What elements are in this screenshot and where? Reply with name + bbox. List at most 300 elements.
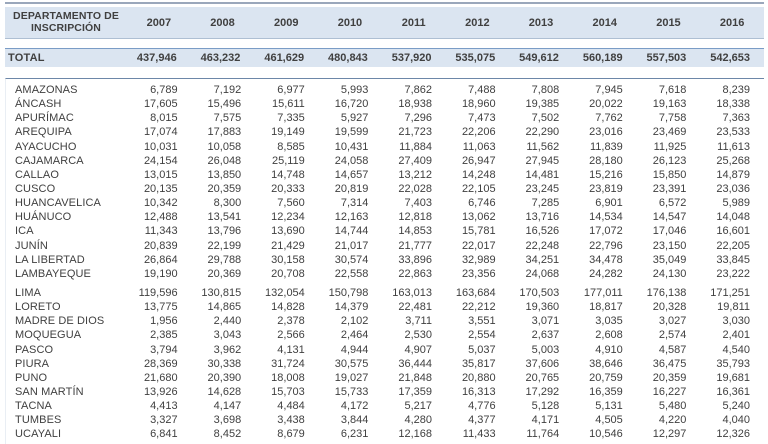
value-cell: 4,776 (468, 400, 496, 413)
department-name-cell: PASCO (15, 343, 54, 356)
value-cell: 13,062 (461, 211, 496, 224)
value-cell: 14,853 (398, 225, 432, 238)
table-row (6, 154, 764, 168)
table-row (6, 267, 764, 281)
value-cell: 5,037 (468, 343, 496, 356)
value-cell: 31,724 (271, 357, 305, 370)
department-name-cell: TACNA (15, 400, 52, 413)
value-cell: 3,043 (213, 329, 242, 342)
value-cell: 2,637 (531, 329, 560, 342)
value-cell: 13,690 (271, 225, 305, 238)
value-cell: 21,017 (334, 239, 369, 252)
value-cell: 3,035 (595, 315, 623, 328)
department-name-cell: ICA (15, 225, 34, 238)
value-cell: 14,534 (589, 211, 623, 224)
value-cell: 26,048 (207, 154, 242, 167)
value-cell: 150,798 (328, 287, 369, 300)
year-column-header: 2010 (337, 16, 363, 29)
value-cell: 11,884 (399, 140, 432, 153)
value-cell: 12,818 (398, 211, 432, 224)
value-cell: 13,015 (143, 168, 178, 181)
value-cell: 11,562 (526, 140, 560, 153)
table-header-row (5, 7, 764, 39)
value-cell: 17,605 (143, 98, 178, 111)
value-cell: 6,841 (150, 428, 178, 441)
value-cell: 30,338 (207, 357, 242, 370)
value-cell: 4,172 (340, 400, 369, 413)
value-cell: 13,212 (398, 168, 432, 181)
department-name-cell: LA LIBERTAD (15, 253, 85, 266)
value-cell: 20,022 (589, 98, 623, 111)
value-cell: 11,343 (144, 225, 178, 238)
value-cell: 163,684 (455, 287, 496, 300)
value-cell: 163,013 (392, 287, 432, 300)
value-cell: 23,819 (589, 183, 623, 196)
value-cell: 17,074 (143, 126, 178, 139)
department-name-cell: APURÍMAC (15, 112, 74, 125)
value-cell: 3,030 (722, 315, 750, 328)
value-cell: 38,646 (589, 357, 623, 370)
value-cell: 3,438 (277, 414, 305, 427)
value-cell: 2,401 (722, 329, 750, 342)
value-cell: 27,409 (398, 154, 432, 167)
value-cell: 17,072 (589, 225, 623, 238)
value-cell: 35,049 (652, 253, 687, 266)
value-cell: 11,925 (653, 140, 687, 153)
value-cell: 14,865 (207, 301, 242, 314)
value-cell: 15,496 (207, 98, 242, 111)
value-cell: 5,993 (340, 84, 369, 97)
table-row (6, 286, 764, 300)
value-cell: 18,960 (461, 98, 496, 111)
value-cell: 171,251 (710, 287, 750, 300)
value-cell: 26,947 (461, 154, 496, 167)
value-cell: 119,596 (138, 287, 178, 300)
value-cell: 7,473 (468, 112, 496, 125)
table-row (6, 83, 764, 97)
value-cell: 34,251 (525, 253, 560, 266)
value-cell: 22,796 (589, 239, 623, 252)
value-cell: 26,864 (143, 253, 178, 266)
value-cell: 2,530 (404, 329, 432, 342)
value-cell: 23,222 (716, 267, 750, 280)
value-cell: 11,433 (462, 428, 496, 441)
value-cell: 22,105 (461, 183, 496, 196)
value-cell: 7,808 (531, 84, 560, 97)
table-row (6, 314, 764, 328)
department-name-cell: AREQUIPA (15, 126, 72, 139)
value-cell: 20,839 (143, 239, 178, 252)
value-cell: 14,657 (334, 168, 369, 181)
value-cell: 24,282 (589, 267, 623, 280)
department-name-cell: PUNO (15, 371, 48, 384)
value-cell: 7,363 (722, 112, 750, 125)
table-row (6, 111, 764, 125)
value-cell: 14,628 (207, 386, 242, 399)
value-cell: 14,744 (334, 225, 369, 238)
value-cell: 2,554 (468, 329, 496, 342)
value-cell: 5,131 (595, 400, 623, 413)
value-cell: 8,585 (277, 140, 305, 153)
value-cell: 23,469 (652, 126, 687, 139)
total-value-cell: 557,503 (646, 52, 687, 64)
value-cell: 4,377 (468, 414, 496, 427)
value-cell: 15,781 (461, 225, 496, 238)
departments-amazonas-lambayeque (6, 83, 764, 281)
value-cell: 24,154 (143, 154, 178, 167)
value-cell: 12,326 (716, 428, 750, 441)
value-cell: 32,989 (461, 253, 496, 266)
column-header-departamento: DEPARTAMENTO DE INSCRIPCIÓN (13, 10, 119, 34)
department-name-cell: MADRE DE DIOS (15, 315, 105, 328)
value-cell: 7,758 (658, 112, 687, 125)
department-name-cell: LAMBAYEQUE (15, 267, 91, 280)
value-cell: 14,879 (716, 168, 750, 181)
value-cell: 10,342 (143, 197, 178, 210)
table-row (6, 140, 764, 154)
value-cell: 14,481 (525, 168, 560, 181)
value-cell: 2,440 (213, 315, 242, 328)
value-cell: 1,956 (150, 315, 178, 328)
value-cell: 20,359 (207, 183, 242, 196)
department-name-cell: CAJAMARCA (15, 154, 84, 167)
total-value-cell: 560,189 (582, 52, 623, 64)
value-cell: 13,796 (207, 225, 242, 238)
value-cell: 2,608 (595, 329, 623, 342)
total-value-cell: 542,653 (710, 52, 750, 64)
value-cell: 17,292 (525, 386, 560, 399)
value-cell: 6,746 (468, 197, 496, 210)
value-cell: 14,248 (461, 168, 496, 181)
value-cell: 2,464 (340, 329, 369, 342)
value-cell: 7,945 (595, 84, 623, 97)
value-cell: 4,484 (277, 400, 305, 413)
department-name-cell: SAN MARTÍN (15, 386, 84, 399)
value-cell: 14,379 (334, 301, 369, 314)
value-cell: 8,452 (213, 428, 242, 441)
value-cell: 6,572 (658, 197, 687, 210)
value-cell: 5,480 (658, 400, 687, 413)
table-row (6, 385, 764, 399)
value-cell: 13,926 (143, 386, 178, 399)
total-value-cell: 437,946 (136, 52, 177, 64)
year-column-header: 2008 (210, 16, 235, 29)
value-cell: 5,927 (340, 112, 369, 125)
value-cell: 11,613 (717, 140, 750, 153)
value-cell: 22,248 (525, 239, 560, 252)
department-name-cell: HUÁNUCO (15, 211, 72, 224)
value-cell: 24,068 (525, 267, 560, 280)
value-cell: 7,502 (531, 112, 560, 125)
value-cell: 19,190 (143, 267, 178, 280)
value-cell: 2,102 (340, 315, 369, 328)
value-cell: 20,328 (652, 301, 687, 314)
value-cell: 13,541 (207, 211, 242, 224)
value-cell: 20,759 (589, 371, 623, 384)
value-cell: 19,599 (334, 126, 369, 139)
value-cell: 8,679 (277, 428, 305, 441)
value-cell: 15,733 (334, 386, 369, 399)
table-row (6, 239, 764, 253)
value-cell: 24,058 (334, 154, 369, 167)
value-cell: 14,748 (271, 168, 305, 181)
value-cell: 3,794 (150, 343, 178, 356)
value-cell: 15,703 (271, 386, 305, 399)
value-cell: 22,481 (398, 301, 432, 314)
value-cell: 5,217 (404, 400, 432, 413)
table-row (6, 413, 764, 427)
value-cell: 10,058 (207, 140, 242, 153)
year-column-header: 2014 (592, 16, 617, 29)
table-row (6, 97, 764, 111)
value-cell: 4,147 (213, 400, 242, 413)
value-cell: 10,546 (589, 428, 623, 441)
value-cell: 29,788 (207, 253, 242, 266)
value-cell: 11,839 (589, 140, 623, 153)
value-cell: 4,280 (404, 414, 432, 427)
value-cell: 20,369 (207, 267, 242, 280)
value-cell: 13,716 (525, 211, 560, 224)
value-cell: 17,046 (652, 225, 687, 238)
year-column-header: 2009 (274, 16, 299, 29)
total-value-cell: 535,075 (455, 52, 496, 64)
table-row (6, 253, 764, 267)
department-name-cell: AYACUCHO (15, 140, 77, 153)
value-cell: 22,206 (461, 126, 496, 139)
value-cell: 16,601 (716, 225, 750, 238)
total-value-cell: 480,843 (328, 52, 368, 64)
value-cell: 3,327 (150, 414, 178, 427)
value-cell: 22,199 (207, 239, 242, 252)
total-value-cell: 549,612 (519, 52, 559, 64)
value-cell: 5,989 (722, 197, 750, 210)
value-cell: 20,765 (525, 371, 560, 384)
department-name-cell: PIURA (15, 357, 50, 370)
value-cell: 4,171 (531, 414, 560, 427)
value-cell: 8,015 (150, 112, 178, 125)
value-cell: 15,611 (271, 98, 305, 111)
value-cell: 12,168 (398, 428, 432, 441)
value-cell: 4,505 (595, 414, 623, 427)
value-cell: 13,775 (143, 301, 178, 314)
value-cell: 5,240 (722, 400, 750, 413)
value-cell: 35,793 (716, 357, 750, 370)
value-cell: 20,135 (143, 183, 178, 196)
value-cell: 10,031 (143, 140, 178, 153)
department-name-cell: JUNÍN (15, 239, 48, 252)
value-cell: 20,880 (461, 371, 496, 384)
value-cell: 18,817 (589, 301, 623, 314)
table-row (6, 371, 764, 385)
table-row (6, 300, 764, 314)
value-cell: 177,011 (583, 287, 623, 300)
value-cell: 20,819 (334, 183, 369, 196)
value-cell: 16,359 (589, 386, 623, 399)
value-cell: 23,150 (652, 239, 687, 252)
value-cell: 21,777 (398, 239, 432, 252)
value-cell: 20,708 (271, 267, 305, 280)
value-cell: 20,390 (207, 371, 242, 384)
department-name-cell: TUMBES (15, 414, 62, 427)
value-cell: 7,403 (404, 197, 432, 210)
table-row (6, 210, 764, 224)
value-cell: 21,723 (398, 126, 432, 139)
value-cell: 18,008 (271, 371, 305, 384)
value-cell: 12,234 (271, 211, 305, 224)
table-row (6, 224, 764, 238)
value-cell: 14,048 (716, 211, 750, 224)
value-cell: 6,231 (340, 428, 369, 441)
value-cell: 19,027 (334, 371, 369, 384)
value-cell: 7,285 (531, 197, 560, 210)
value-cell: 28,369 (143, 357, 178, 370)
value-cell: 7,488 (468, 84, 496, 97)
table-row (6, 125, 764, 139)
value-cell: 4,131 (277, 343, 305, 356)
value-cell: 21,429 (271, 239, 305, 252)
table-row (6, 182, 764, 196)
value-cell: 23,391 (652, 183, 687, 196)
value-cell: 3,962 (213, 343, 242, 356)
total-row-label: TOTAL (8, 52, 45, 64)
value-cell: 4,944 (340, 343, 369, 356)
value-cell: 7,560 (277, 197, 305, 210)
value-cell: 7,192 (213, 84, 242, 97)
value-cell: 7,314 (340, 197, 369, 210)
value-cell: 27,945 (525, 154, 560, 167)
value-cell: 7,575 (213, 112, 242, 125)
value-cell: 2,385 (150, 329, 178, 342)
value-cell: 12,488 (143, 211, 178, 224)
value-cell: 4,907 (404, 343, 432, 356)
value-cell: 16,313 (461, 386, 496, 399)
value-cell: 23,356 (461, 267, 496, 280)
year-column-header: 2016 (719, 16, 745, 29)
value-cell: 36,444 (398, 357, 432, 370)
value-cell: 26,123 (652, 154, 687, 167)
value-cell: 14,828 (271, 301, 305, 314)
value-cell: 33,845 (716, 253, 750, 266)
value-cell: 22,212 (461, 301, 496, 314)
value-cell: 22,558 (334, 267, 369, 280)
value-cell: 19,360 (525, 301, 560, 314)
value-cell: 16,720 (334, 98, 369, 111)
value-cell: 23,016 (589, 126, 623, 139)
value-cell: 23,533 (716, 126, 750, 139)
value-cell: 7,335 (277, 112, 305, 125)
department-name-cell: ÁNCASH (15, 98, 62, 111)
department-name-cell: LORETO (15, 301, 61, 314)
value-cell: 7,862 (404, 84, 432, 97)
value-cell: 12,163 (334, 211, 369, 224)
value-cell: 16,227 (652, 386, 687, 399)
value-cell: 18,938 (398, 98, 432, 111)
value-cell: 34,478 (589, 253, 623, 266)
value-cell: 28,180 (589, 154, 623, 167)
total-value-cell: 461,629 (264, 52, 305, 64)
value-cell: 19,811 (717, 301, 750, 314)
table-row (6, 427, 764, 441)
value-cell: 20,359 (652, 371, 687, 384)
value-cell: 5,003 (531, 343, 560, 356)
value-cell: 3,027 (658, 315, 687, 328)
value-cell: 14,547 (652, 211, 687, 224)
value-cell: 4,040 (722, 414, 750, 427)
department-name-cell: HUANCAVELICA (15, 197, 101, 210)
department-name-cell: CALLAO (15, 168, 60, 181)
value-cell: 2,566 (277, 329, 305, 342)
year-column-header: 2012 (465, 16, 490, 29)
value-cell: 7,618 (658, 84, 687, 97)
value-cell: 8,239 (722, 84, 750, 97)
value-cell: 22,205 (716, 239, 750, 252)
year-column-header: 2011 (401, 16, 426, 29)
value-cell: 3,071 (531, 315, 560, 328)
department-rows-section (5, 78, 764, 444)
value-cell: 30,574 (334, 253, 369, 266)
value-cell: 2,378 (277, 315, 305, 328)
value-cell: 176,138 (646, 287, 687, 300)
table-top-border (5, 2, 764, 4)
value-cell: 21,680 (143, 371, 178, 384)
value-cell: 7,296 (404, 112, 432, 125)
value-cell: 15,216 (589, 168, 623, 181)
value-cell: 22,017 (461, 239, 496, 252)
value-cell: 130,815 (201, 287, 242, 300)
value-cell: 30,575 (334, 357, 369, 370)
table-row (6, 399, 764, 413)
table-row (6, 357, 764, 371)
department-name-cell: AMAZONAS (15, 84, 78, 97)
value-cell: 30,158 (271, 253, 305, 266)
value-cell: 2,574 (658, 329, 687, 342)
total-value-cell: 537,920 (391, 52, 432, 64)
value-cell: 170,503 (519, 287, 560, 300)
value-cell: 21,848 (398, 371, 432, 384)
value-cell: 6,789 (150, 84, 178, 97)
value-cell: 25,119 (271, 154, 305, 167)
value-cell: 17,883 (207, 126, 242, 139)
value-cell: 4,540 (722, 343, 750, 356)
value-cell: 22,290 (525, 126, 560, 139)
table-row (6, 343, 764, 357)
value-cell: 5,128 (531, 400, 560, 413)
value-cell: 16,526 (525, 225, 560, 238)
table-row (6, 196, 764, 210)
value-cell: 3,698 (213, 414, 242, 427)
total-value-cell: 463,232 (200, 52, 241, 64)
value-cell: 7,762 (595, 112, 623, 125)
value-cell: 18,338 (716, 98, 750, 111)
value-cell: 4,413 (150, 400, 178, 413)
value-cell: 11,063 (462, 140, 496, 153)
value-cell: 23,036 (716, 183, 750, 196)
value-cell: 4,910 (595, 343, 623, 356)
value-cell: 19,385 (525, 98, 560, 111)
value-cell: 24,130 (652, 267, 687, 280)
value-cell: 37,606 (525, 357, 560, 370)
department-name-cell: UCAYALI (15, 428, 62, 441)
value-cell: 6,901 (595, 197, 623, 210)
value-cell: 12,297 (652, 428, 687, 441)
value-cell: 3,711 (405, 315, 432, 328)
value-cell: 23,245 (525, 183, 560, 196)
value-cell: 17,359 (398, 386, 432, 399)
table-row (6, 328, 764, 342)
year-column-header: 2013 (528, 16, 554, 29)
department-name-cell: LIMA (15, 287, 42, 300)
value-cell: 15,850 (652, 168, 687, 181)
